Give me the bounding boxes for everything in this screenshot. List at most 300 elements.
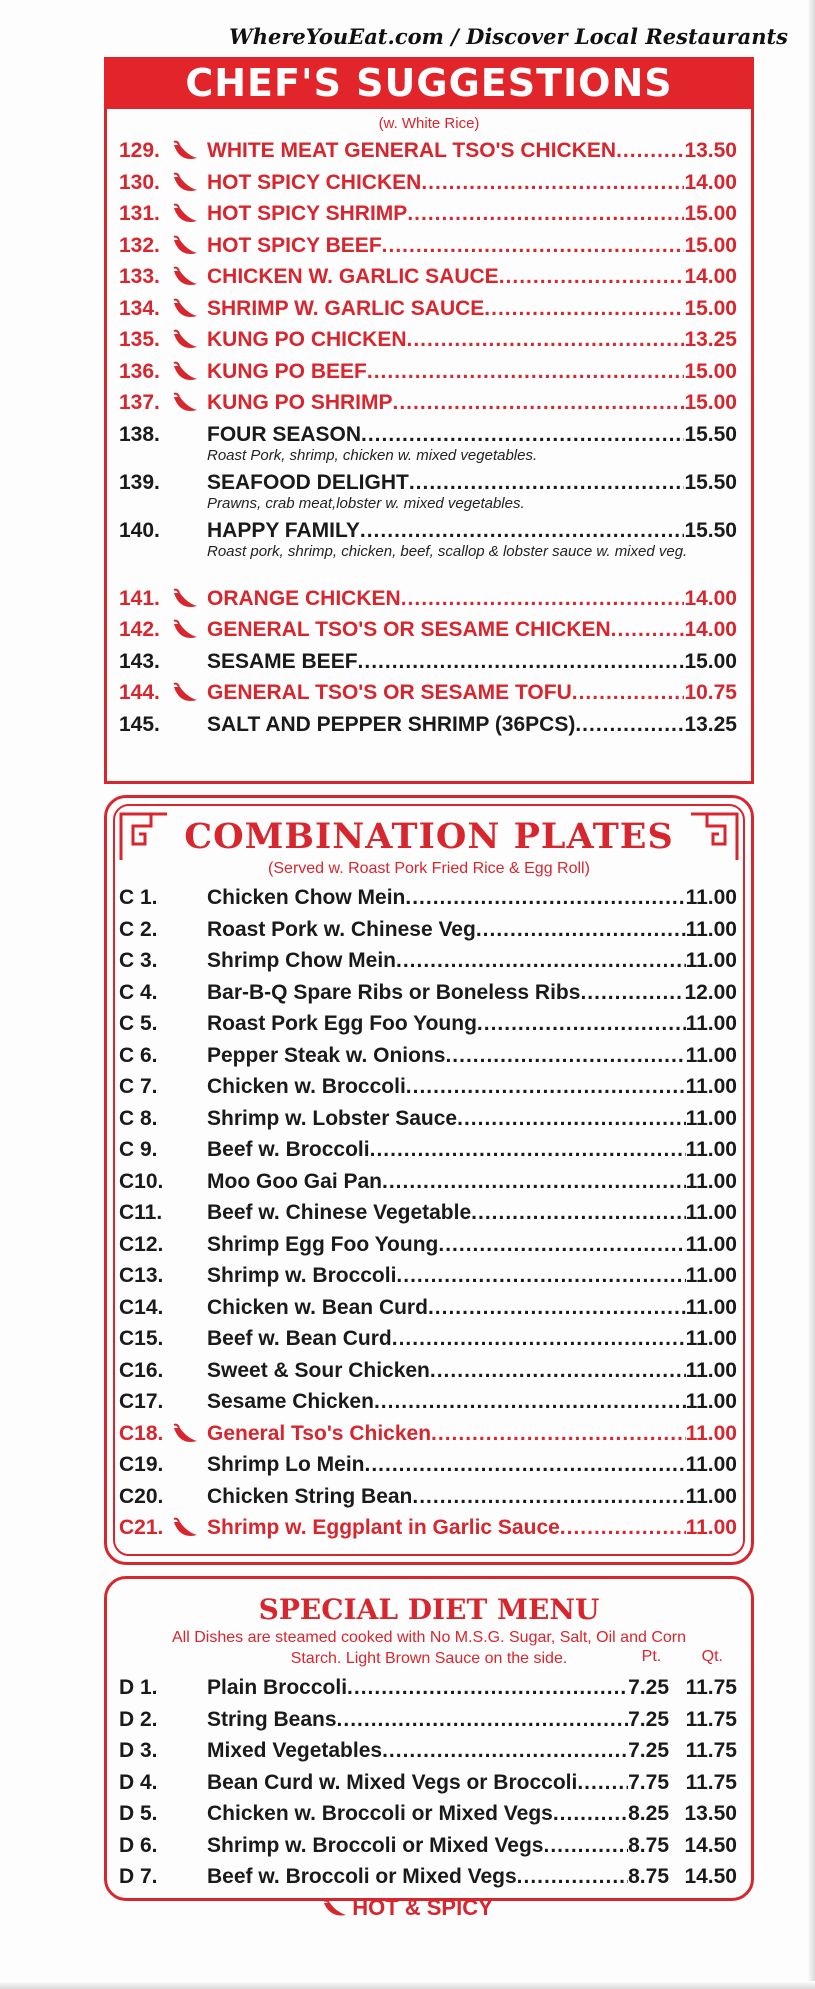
- menu-item[interactable]: [107, 1767, 751, 1799]
- item-line: [207, 945, 737, 976]
- item-line: [207, 882, 737, 913]
- item-name: String Beans: [207, 1707, 337, 1731]
- item-price-pint: 8.25: [628, 1802, 669, 1825]
- leader-dots: [367, 356, 685, 387]
- leader-dots: [575, 709, 684, 740]
- item-line: [207, 1166, 737, 1197]
- item-number: 143.: [119, 649, 160, 673]
- combination-plates-title: COMBINATION PLATES: [184, 816, 674, 857]
- item-line: [207, 1260, 737, 1291]
- item-name: Beef w. Chinese Vegetable: [207, 1201, 472, 1224]
- menu-item[interactable]: [107, 1386, 751, 1418]
- item-name: SESAME BEEF: [207, 649, 358, 673]
- leader-dots: [438, 1229, 685, 1260]
- item-number: 132.: [119, 233, 160, 257]
- chili-pepper-icon: [171, 583, 199, 614]
- item-number: 136.: [119, 359, 160, 383]
- item-name: GENERAL TSO'S OR SESAME CHICKEN: [207, 618, 611, 641]
- chili-pepper-icon: [322, 1899, 348, 1919]
- hot-spicy-label: HOT & SPICY: [352, 1895, 493, 1920]
- item-name: Moo Goo Gai Pan: [207, 1169, 383, 1193]
- item-price: 11.00: [685, 1327, 737, 1350]
- item-price: 15.00: [684, 233, 737, 257]
- item-name: Roast Pork w. Chinese Veg: [207, 917, 476, 941]
- item-name: Bean Curd w. Mixed Vegs or Broccoli: [207, 1770, 578, 1794]
- item-name: Plain Broccoli: [207, 1676, 348, 1699]
- item-price: 15.00: [684, 649, 737, 673]
- item-name: KUNG PO BEEF: [207, 359, 367, 383]
- item-number: D 7.: [119, 1865, 158, 1888]
- chili-pepper-icon: [171, 135, 199, 166]
- hot-spicy-legend: [0, 1895, 815, 1921]
- leader-dots: [401, 583, 685, 614]
- item-line: [207, 1704, 737, 1735]
- leader-dots: [560, 1512, 686, 1543]
- item-price: 11.00: [685, 1012, 737, 1035]
- item-number: C11.: [119, 1201, 163, 1224]
- item-price-pint: 7.25: [628, 1707, 669, 1731]
- chili-pepper-icon: [171, 261, 199, 292]
- leader-dots: [382, 1735, 628, 1766]
- item-line: [207, 230, 737, 261]
- item-number: C17.: [119, 1390, 164, 1413]
- item-name: Shrimp Lo Mein: [207, 1453, 365, 1476]
- item-price: 13.25: [684, 712, 737, 736]
- item-line: [207, 646, 737, 677]
- leader-dots: [365, 1449, 686, 1480]
- leader-dots: [572, 677, 685, 708]
- item-line: [207, 1767, 737, 1798]
- menu-item[interactable]: [107, 356, 751, 388]
- item-price-quart: 13.50: [684, 1802, 737, 1825]
- item-number: C12.: [119, 1232, 164, 1256]
- item-price: 11.00: [685, 1484, 737, 1508]
- menu-item[interactable]: [107, 1260, 751, 1292]
- item-price: 11.00: [685, 1043, 737, 1067]
- item-price: 11.00: [685, 1169, 737, 1193]
- item-name: Shrimp Egg Foo Young: [207, 1232, 439, 1256]
- menu-item[interactable]: [107, 1481, 751, 1513]
- item-price-quart: 11.75: [685, 1676, 737, 1699]
- special-diet-section: [104, 1576, 754, 1901]
- item-name: KUNG PO SHRIMP: [207, 391, 393, 414]
- item-line: [207, 677, 737, 708]
- item-line: [207, 1418, 737, 1449]
- item-description: Roast pork, shrimp, chicken, beef, scallop & lobster sauce w. mixed veg.: [207, 542, 688, 560]
- menu-item[interactable]: [107, 198, 751, 230]
- item-price-quart: 11.75: [685, 1770, 737, 1794]
- menu-item[interactable]: [107, 419, 751, 467]
- menu-item[interactable]: [107, 230, 751, 262]
- combo-note: (Served w. Roast Pork Fried Rice & Egg Roll): [268, 860, 590, 877]
- leader-dots: [358, 646, 685, 677]
- item-number: D 3.: [119, 1739, 158, 1762]
- leader-dots: [392, 1323, 686, 1354]
- item-name: CHICKEN W. GARLIC SAUCE: [207, 265, 499, 288]
- item-number: 134.: [119, 296, 160, 320]
- diet-column-headers: [606, 1648, 723, 1666]
- menu-item[interactable]: [107, 614, 751, 646]
- menu-item[interactable]: [107, 1672, 751, 1704]
- item-price: 15.00: [684, 296, 737, 320]
- item-line: [207, 1292, 737, 1323]
- item-price: 14.00: [684, 618, 737, 641]
- item-name: FOUR SEASON: [207, 422, 362, 446]
- item-line: [207, 1672, 737, 1703]
- item-price-quart: 11.75: [685, 1739, 737, 1762]
- item-line: [207, 1229, 737, 1260]
- leader-dots: [580, 977, 684, 1008]
- item-line: [207, 1481, 737, 1512]
- item-price: 11.00: [685, 1201, 737, 1224]
- item-price: 11.00: [685, 1106, 737, 1130]
- item-description: Roast Pork, shrimp, chicken w. mixed vegetables.: [207, 446, 538, 464]
- menu-item[interactable]: [107, 387, 751, 419]
- leader-dots: [428, 1292, 686, 1323]
- item-number: C 6.: [119, 1043, 158, 1067]
- item-price-pint: 7.25: [628, 1739, 669, 1762]
- item-number: 140.: [119, 518, 160, 542]
- leader-dots: [471, 1197, 685, 1228]
- item-price-pint: 7.25: [628, 1676, 669, 1699]
- menu-item[interactable]: [107, 1323, 751, 1355]
- item-name: Sesame Chicken: [207, 1390, 374, 1413]
- item-number: 135.: [119, 328, 160, 351]
- item-line: [207, 1008, 737, 1039]
- item-number: D 4.: [119, 1770, 158, 1794]
- item-price: 14.00: [684, 170, 737, 194]
- menu-item[interactable]: [107, 1071, 751, 1103]
- item-number: C 3.: [119, 949, 158, 972]
- menu-item[interactable]: [107, 677, 751, 709]
- item-name: Shrimp Chow Mein: [207, 949, 396, 972]
- item-number: 137.: [119, 391, 160, 414]
- item-price-pint: 8.75: [628, 1865, 669, 1888]
- item-price: 15.50: [684, 422, 737, 446]
- chili-pepper-icon: [171, 356, 199, 387]
- item-line: [207, 261, 737, 292]
- menu-item[interactable]: [107, 135, 751, 167]
- menu-item[interactable]: [107, 945, 751, 977]
- item-price: 11.00: [685, 1138, 737, 1161]
- special-diet-title: SPECIAL DIET MENU: [258, 1593, 600, 1626]
- item-number: C 4.: [119, 980, 158, 1004]
- item-price: 13.50: [684, 139, 737, 162]
- menu-item[interactable]: [107, 1449, 751, 1481]
- item-number: C 9.: [119, 1138, 158, 1161]
- item-line: [207, 1355, 737, 1386]
- item-price: 15.50: [684, 470, 737, 494]
- item-number: C14.: [119, 1295, 164, 1319]
- item-name: GENERAL TSO'S OR SESAME TOFU: [207, 681, 572, 704]
- item-price: 11.00: [685, 949, 737, 972]
- leader-dots: [407, 324, 685, 355]
- chili-pepper-icon: [171, 230, 199, 261]
- item-name: SEAFOOD DELIGHT: [207, 470, 409, 494]
- item-line: [207, 1040, 737, 1071]
- item-line: [207, 1798, 737, 1829]
- item-line: [207, 1197, 737, 1228]
- item-number: C16.: [119, 1358, 164, 1382]
- item-number: 145.: [119, 712, 160, 736]
- item-name: Chicken w. Bean Curd: [207, 1295, 428, 1319]
- item-line: [207, 1323, 737, 1354]
- item-line: [207, 1861, 737, 1892]
- menu-item[interactable]: [107, 1229, 751, 1261]
- page-edge-shadow: [807, 0, 815, 1989]
- leader-dots: [431, 1418, 686, 1449]
- item-number: D 1.: [119, 1676, 158, 1699]
- leader-dots: [577, 1767, 628, 1798]
- leader-dots: [374, 1386, 686, 1417]
- menu-item[interactable]: [107, 1355, 751, 1387]
- item-name: SALT AND PEPPER SHRIMP (36PCS): [207, 712, 576, 736]
- item-name: Mixed Vegetables: [207, 1739, 383, 1762]
- diet-col-pint: Pt.: [641, 1648, 662, 1665]
- page-edge-shadow-bottom: [0, 1981, 815, 1989]
- item-name: Chicken String Bean: [207, 1484, 413, 1508]
- diet-note: All Dishes are steamed cooked with No M.S.G. Sugar, Salt, Oil and Corn Starch. Light Brown Sauce on the side.: [171, 1629, 686, 1667]
- item-price: 15.00: [684, 202, 737, 225]
- item-price: 11.00: [685, 1075, 737, 1098]
- item-number: 142.: [119, 618, 160, 641]
- item-number: 133.: [119, 265, 160, 288]
- leader-dots: [370, 1134, 686, 1165]
- menu-item[interactable]: [107, 1292, 751, 1324]
- item-line: [207, 198, 737, 229]
- item-name: Beef w. Broccoli: [207, 1138, 370, 1161]
- leader-dots: [421, 167, 684, 198]
- item-name: ORANGE CHICKEN: [207, 586, 401, 610]
- combination-plates-section: [104, 795, 754, 1565]
- item-price: 11.00: [685, 1232, 737, 1256]
- item-line: [207, 614, 737, 645]
- menu-item[interactable]: [107, 583, 751, 615]
- leader-dots: [393, 387, 685, 418]
- leader-dots: [382, 230, 685, 261]
- menu-item[interactable]: [107, 1103, 751, 1135]
- item-line: [207, 293, 737, 324]
- item-name: SHRIMP W. GARLIC SAUCE: [207, 296, 485, 320]
- menu-item[interactable]: [107, 882, 751, 914]
- chili-pepper-icon: [171, 614, 199, 645]
- item-name: Shrimp w. Lobster Sauce: [207, 1106, 458, 1130]
- menu-item[interactable]: [107, 709, 751, 741]
- item-price: 15.00: [684, 359, 737, 383]
- item-number: 141.: [119, 586, 160, 610]
- item-number: C 1.: [119, 886, 158, 909]
- leader-dots: [457, 1103, 685, 1134]
- item-name: Shrimp w. Broccoli or Mixed Vegs: [207, 1833, 544, 1857]
- item-price: 11.00: [685, 917, 737, 941]
- item-number: 130.: [119, 170, 160, 194]
- item-name: Beef w. Bean Curd: [207, 1327, 392, 1350]
- diet-items-list: [107, 1672, 751, 1893]
- item-price: 11.00: [685, 1390, 737, 1413]
- item-line: [207, 1830, 737, 1861]
- item-line: [207, 1103, 737, 1134]
- diet-col-quart: Qt.: [701, 1648, 723, 1665]
- item-line: [207, 167, 737, 198]
- chili-pepper-icon: [171, 387, 199, 418]
- item-name: Chicken Chow Mein: [207, 886, 406, 909]
- chef-items-list: [107, 135, 751, 740]
- site-header[interactable]: WhereYouEat.com / Discover Local Restaurants: [229, 24, 788, 49]
- item-number: C13.: [119, 1264, 164, 1287]
- item-price: 11.00: [685, 1358, 737, 1382]
- item-price-pint: 7.75: [628, 1770, 669, 1794]
- menu-item[interactable]: [107, 1512, 751, 1544]
- item-line: [207, 324, 737, 355]
- menu-item[interactable]: [107, 1830, 751, 1862]
- item-number: C21.: [119, 1516, 164, 1539]
- menu-item[interactable]: [107, 1704, 751, 1736]
- item-price: 11.00: [685, 1516, 737, 1539]
- item-price: 14.00: [684, 586, 737, 610]
- menu-item[interactable]: [107, 261, 751, 293]
- menu-item[interactable]: [107, 1418, 751, 1450]
- item-name: Roast Pork Egg Foo Young: [207, 1012, 477, 1035]
- item-description: Prawns, crab meat,lobster w. mixed vegetables.: [207, 494, 525, 512]
- item-price: 10.75: [684, 681, 737, 704]
- menu-item[interactable]: [107, 1861, 751, 1893]
- item-price: 11.00: [685, 1264, 737, 1287]
- item-line: [207, 1134, 737, 1165]
- item-name: HOT SPICY BEEF: [207, 233, 382, 257]
- leader-dots: [445, 1040, 685, 1071]
- item-number: D 6.: [119, 1833, 158, 1857]
- item-price: 13.25: [684, 328, 737, 351]
- leader-dots: [484, 293, 684, 324]
- item-line: [207, 1449, 737, 1480]
- item-line: [207, 387, 737, 418]
- item-name: HOT SPICY SHRIMP: [207, 202, 408, 225]
- chili-pepper-icon: [171, 324, 199, 355]
- item-name: KUNG PO CHICKEN: [207, 328, 407, 351]
- item-number: D 2.: [119, 1707, 158, 1731]
- item-price: 14.00: [684, 265, 737, 288]
- leader-dots: [477, 1008, 686, 1039]
- chef-suggestions-section: [104, 57, 754, 784]
- item-number: C 7.: [119, 1075, 158, 1098]
- leader-dots: [347, 1672, 628, 1703]
- menu-item[interactable]: [107, 467, 751, 515]
- leader-dots: [611, 614, 685, 645]
- item-name: Shrimp w. Eggplant in Garlic Sauce: [207, 1516, 560, 1539]
- leader-dots: [396, 945, 686, 976]
- item-name: HAPPY FAMILY: [207, 518, 360, 542]
- leader-dots: [396, 1260, 685, 1291]
- menu-item[interactable]: [107, 515, 751, 583]
- chili-pepper-icon: [171, 167, 199, 198]
- item-number: D 5.: [119, 1802, 158, 1825]
- leader-dots: [430, 1355, 686, 1386]
- menu-item[interactable]: [107, 293, 751, 325]
- menu-item[interactable]: [107, 1134, 751, 1166]
- leader-dots: [337, 1704, 629, 1735]
- chili-pepper-icon: [171, 1512, 199, 1543]
- item-name: Bar-B-Q Spare Ribs or Boneless Ribs: [207, 980, 581, 1004]
- item-number: 131.: [119, 202, 160, 225]
- menu-item[interactable]: [107, 1008, 751, 1040]
- leader-dots: [406, 1071, 686, 1102]
- item-line: [207, 914, 737, 945]
- item-price: 12.00: [684, 980, 737, 1004]
- item-price: 11.00: [685, 1295, 737, 1319]
- item-name: Beef w. Broccoli or Mixed Vegs: [207, 1865, 517, 1888]
- menu-item[interactable]: [107, 1197, 751, 1229]
- item-line: [207, 1735, 737, 1766]
- leader-dots: [543, 1830, 628, 1861]
- menu-item[interactable]: [107, 1166, 751, 1198]
- leader-dots: [405, 882, 685, 913]
- item-number: C19.: [119, 1453, 164, 1476]
- item-name: Sweet & Sour Chicken: [207, 1358, 430, 1382]
- item-name: Chicken w. Broccoli or Mixed Vegs: [207, 1802, 553, 1825]
- item-number: 129.: [119, 139, 160, 162]
- item-line: [207, 583, 737, 614]
- menu-item[interactable]: [107, 167, 751, 199]
- item-name: General Tso's Chicken: [207, 1421, 432, 1445]
- item-price-quart: 14.50: [684, 1865, 737, 1888]
- item-name: Chicken w. Broccoli: [207, 1075, 406, 1098]
- item-name: Pepper Steak w. Onions: [207, 1043, 446, 1067]
- menu-item[interactable]: [107, 1735, 751, 1767]
- item-price: 15.00: [684, 391, 737, 414]
- item-price-pint: 8.75: [628, 1833, 669, 1857]
- leader-dots: [407, 198, 684, 229]
- menu-item[interactable]: [107, 324, 751, 356]
- item-number: 138.: [119, 422, 160, 446]
- menu-item[interactable]: [107, 646, 751, 678]
- item-number: C 2.: [119, 917, 158, 941]
- menu-item[interactable]: [107, 977, 751, 1009]
- item-line: [207, 1386, 737, 1417]
- item-price-quart: 14.50: [684, 1833, 737, 1857]
- leader-dots: [616, 135, 684, 166]
- item-line: [207, 977, 737, 1008]
- leader-dots: [499, 261, 685, 292]
- leader-dots: [517, 1861, 628, 1892]
- item-number: 144.: [119, 681, 160, 704]
- item-line: [207, 135, 737, 166]
- item-price: 11.00: [685, 886, 737, 909]
- item-number: C10.: [119, 1169, 164, 1193]
- item-line: [207, 1512, 737, 1543]
- combo-items-list: [107, 882, 751, 1544]
- item-number: C18.: [119, 1421, 164, 1445]
- item-number: C20.: [119, 1484, 164, 1508]
- item-name: WHITE MEAT GENERAL TSO'S CHICKEN: [207, 139, 617, 162]
- menu-item[interactable]: [107, 1798, 751, 1830]
- item-line: [207, 709, 737, 740]
- item-line: [207, 1071, 737, 1102]
- item-name: Shrimp w. Broccoli: [207, 1264, 397, 1287]
- item-number: 139.: [119, 470, 160, 494]
- item-price: 11.00: [685, 1421, 737, 1445]
- menu-item[interactable]: [107, 1040, 751, 1072]
- leader-dots: [382, 1166, 686, 1197]
- chef-suggestions-title: CHEF'S SUGGESTIONS: [104, 57, 754, 109]
- chili-pepper-icon: [171, 198, 199, 229]
- item-price: 11.00: [685, 1453, 737, 1476]
- leader-dots: [476, 914, 686, 945]
- menu-item[interactable]: [107, 914, 751, 946]
- item-price: 15.50: [684, 518, 737, 542]
- leader-dots: [553, 1798, 628, 1829]
- item-number: C15.: [119, 1327, 164, 1350]
- item-number: C 5.: [119, 1012, 158, 1035]
